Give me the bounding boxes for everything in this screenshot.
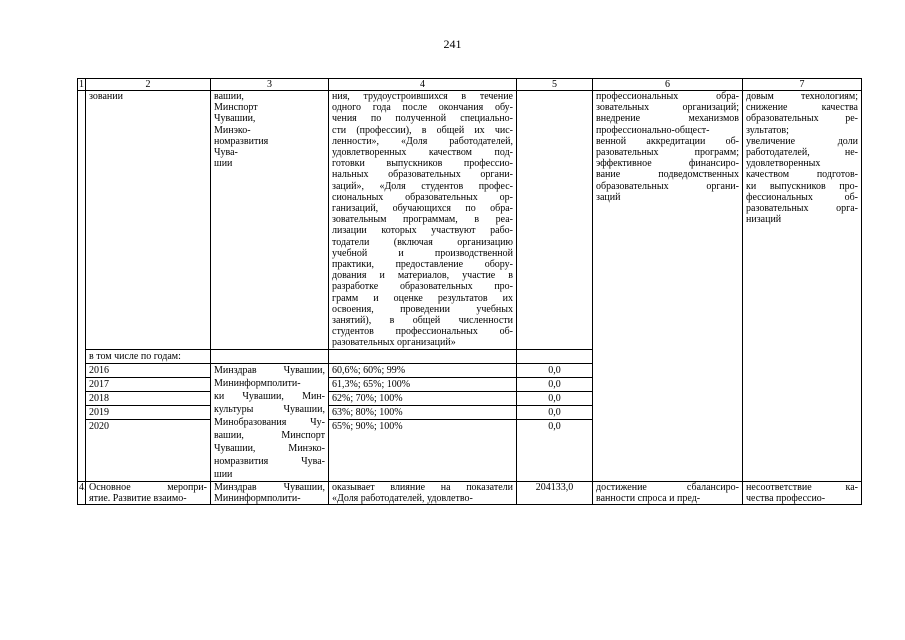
cell-text-line: ки выпускников про-	[746, 180, 858, 192]
row-number-cell	[78, 91, 86, 482]
year-cell: 2018	[86, 391, 211, 405]
cell-text-line: нальных образовательных органи-	[332, 169, 513, 181]
cell-text-line: довым технологиям;	[746, 91, 858, 102]
column-number: 5	[517, 79, 593, 91]
cell-text-line: ванности спроса и пред-	[596, 492, 701, 504]
responsible-cell	[211, 91, 329, 350]
cell-text-line: зультатов;	[746, 124, 789, 136]
funding-cell	[517, 91, 593, 350]
cell-text-line: чества профессио-	[746, 492, 826, 504]
cell-text-line: занятий), в общей численности	[332, 315, 513, 327]
cell-text-line: Чува-	[214, 147, 238, 159]
cell-text-line: удовлетворенных качеством под-	[332, 147, 513, 159]
cell-text-line: Чувашии,	[214, 113, 256, 125]
cell-text-line: оказывает влияние на показатели	[332, 481, 513, 493]
cell-text-line: несоответствие ка-	[746, 481, 858, 493]
cell-text-line: вашии, Минспорт	[214, 429, 325, 441]
cell-text-line: шии	[214, 468, 233, 480]
cell-text-line: ятие. Развитие взаимо-	[89, 492, 187, 504]
event-name-cell	[86, 481, 211, 504]
column-number: 3	[211, 79, 329, 91]
empty-cell	[329, 349, 517, 363]
cell-text-line: учебной и производственной	[332, 247, 513, 259]
responsible-cell	[211, 481, 329, 504]
table-row-4	[78, 481, 862, 504]
cell-text-line: «Доля работодателей, удовлетво-	[332, 492, 473, 504]
page-number: 241	[443, 37, 462, 51]
cell-text-line: качеством подготов-	[746, 169, 858, 181]
year-cell: 2016	[86, 363, 211, 377]
cell-text-line: разовательных программ;	[596, 147, 739, 159]
program-table	[77, 78, 862, 505]
responsible-cell	[211, 363, 329, 481]
cell-text-line: работодателей, не-	[746, 147, 858, 159]
cell-text-line: вание подведомственных	[596, 169, 739, 181]
funding-value-cell: 0,0	[517, 419, 593, 481]
cell-text-line: номразвития	[214, 135, 269, 147]
cell-text-line: разовательных орга-	[746, 203, 858, 215]
cell-text-line: зовательным программам, в реа-	[332, 214, 513, 226]
column-number: 1	[79, 79, 84, 90]
cell-text-line: Минобразования Чу-	[214, 416, 325, 428]
indicator-cell	[329, 91, 517, 350]
row-number-cell: 4.	[78, 481, 86, 504]
cell-text-line: разработке образовательных про-	[332, 281, 513, 293]
expected-result-cell	[593, 91, 743, 482]
cell-text-line: освоения, проведении учебных	[332, 303, 513, 315]
cell-text-line: Основное меропри-	[89, 481, 207, 493]
funding-value-cell: 0,0	[517, 391, 593, 405]
indicator-value-cell: 65%; 90%; 100%	[329, 419, 517, 481]
funding-cell: 204133,0	[517, 481, 593, 504]
cell-text-line: эффективное финансиро-	[596, 158, 739, 170]
cell-text-line: зовательных организаций;	[596, 102, 739, 114]
column-number-row	[78, 79, 862, 91]
cell-text-line: ганизаций, обучающихся по обра-	[332, 203, 513, 215]
cell-text-line: лизации которых участвуют рабо-	[332, 225, 513, 237]
funding-value-cell: 0,0	[517, 377, 593, 391]
indicator-value-cell: 61,3%; 65%; 100%	[329, 377, 517, 391]
cell-text-line: образовательных органи-	[596, 180, 739, 192]
cell-text-line: студентов профессиональных об-	[332, 326, 513, 338]
cell-text-line: Чувашии, Минэко-	[214, 442, 325, 454]
column-number: 2	[86, 79, 211, 91]
column-number: 6	[593, 79, 743, 91]
cell-text-line: сиональных образовательных ор-	[332, 191, 513, 203]
indicator-value-cell: 60,6%; 60%; 99%	[329, 363, 517, 377]
year-cell: 2017	[86, 377, 211, 391]
consequence-cell	[743, 481, 862, 504]
cell-text-line: достижение сбалансиро-	[596, 481, 739, 493]
cell-text-line: разовательных организаций»	[332, 337, 456, 349]
cell-text-line: одного года после окончания обу-	[332, 102, 513, 114]
table-row-continuation	[78, 91, 862, 350]
cell-text-line: культуры Чувашии,	[214, 403, 325, 415]
indicator-value-cell: 63%; 80%; 100%	[329, 405, 517, 419]
cell-text-line: вашии,	[214, 91, 244, 102]
cell-text-line: венной аккредитации об-	[596, 135, 739, 147]
column-number: 7	[743, 79, 862, 91]
cell-text-line: заций», «Доля студентов профес-	[332, 180, 513, 192]
cell-text-line: ки Чувашии, Мин-	[214, 390, 325, 402]
cell-text-line: грамм и оценке результатов их	[332, 292, 513, 304]
cell-text-line: внедрение механизмов	[596, 113, 739, 125]
cell-text-line: чения по полученной специально-	[332, 113, 513, 125]
cell-text-line: ленности», «Доля работодателей,	[332, 135, 513, 147]
cell-text-line: заций	[596, 191, 621, 203]
cell-text-line: Мининформполити-	[214, 492, 301, 504]
cell-text-line: сти (профессии), в общей их чис-	[332, 124, 513, 136]
cell-text-line: увеличение доли	[746, 135, 858, 147]
cell-text-line: образовательных ре-	[746, 113, 858, 125]
year-cell: 2020	[86, 419, 211, 481]
column-number: 4	[329, 79, 517, 91]
cell-text-line: дования и материалов, участие в	[332, 270, 513, 282]
cell-text-line: Минспорт	[214, 102, 258, 114]
funding-value-cell: 0,0	[517, 363, 593, 377]
cell-text-line: ния, трудоустроившихся в течение	[332, 91, 513, 102]
indicator-value-cell: 62%; 70%; 100%	[329, 391, 517, 405]
cell-text-line: профессиональных обра-	[596, 91, 739, 102]
expected-result-cell	[593, 481, 743, 504]
cell-text-line: практики, предоставление обору-	[332, 259, 513, 271]
cell-text-line: тодатели (включая организацию	[332, 236, 513, 248]
cell-text-line: Минэко-	[214, 124, 251, 136]
cell-text-line: фессиональных об-	[746, 191, 858, 203]
cell-text-line: снижение качества	[746, 102, 858, 114]
funding-value-cell: 0,0	[517, 405, 593, 419]
indicator-cell	[329, 481, 517, 504]
cell-text-line: удовлетворенных	[746, 158, 821, 170]
cell-text-line: Минздрав Чувашии,	[214, 364, 325, 376]
empty-cell	[517, 349, 593, 363]
years-label: в том числе по годам:	[86, 349, 211, 363]
cell-text-line: шии	[214, 158, 233, 170]
cell-text-line: готовки выпускников профессио-	[332, 158, 513, 170]
cell-text-line: номразвития Чува-	[214, 455, 325, 467]
event-name-cell: зовании	[86, 91, 211, 350]
consequence-cell	[743, 91, 862, 482]
year-cell: 2019	[86, 405, 211, 419]
cell-text-line: Минздрав Чувашии,	[214, 481, 325, 493]
cell-text-line: низаций	[746, 214, 782, 226]
empty-cell	[211, 349, 329, 363]
cell-text-line: профессионально-общест-	[596, 124, 710, 136]
cell-text-line: Мининформполити-	[214, 377, 301, 389]
